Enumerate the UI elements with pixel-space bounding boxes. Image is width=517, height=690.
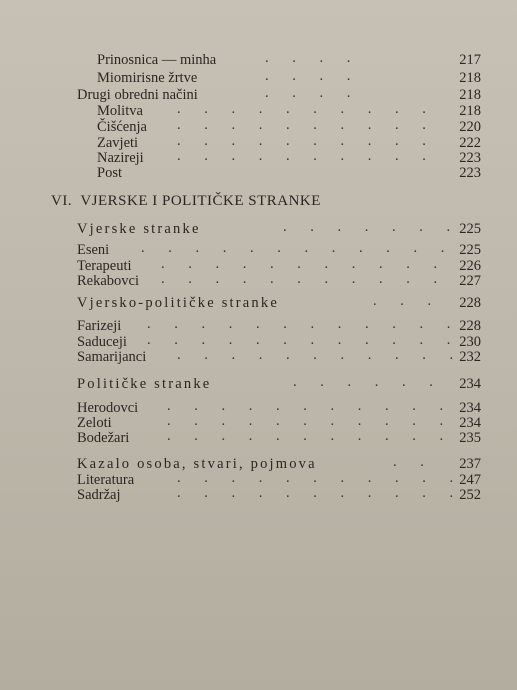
toc-entry-page: 223 xyxy=(459,165,481,181)
leader-dots: . . . xyxy=(373,293,442,309)
toc-entry-title: Sadržaj xyxy=(77,487,121,503)
toc-entry-page: 218 xyxy=(459,70,481,86)
leader-dots: . . . . . . . . . . . xyxy=(161,256,448,272)
toc-entry-title: Čišćenja xyxy=(97,119,147,135)
leader-dots: . . xyxy=(393,454,434,470)
leader-dots: . . . . . . . . . . xyxy=(177,117,436,133)
leader-dots: . . . . . . . . . . . xyxy=(167,413,454,429)
toc-entry-page: 218 xyxy=(459,103,481,119)
toc-entry-page: 220 xyxy=(459,119,481,135)
toc-entry-page: 222 xyxy=(459,135,481,151)
toc-subsection-title: Vjerske stranke xyxy=(77,221,201,237)
toc-entry-title: Herodovci xyxy=(77,400,139,416)
leader-dots: . . . . . . . . . . . xyxy=(161,271,448,287)
toc-entry-title: Miomirisne žrtve xyxy=(97,70,198,86)
toc-entry-page: 230 xyxy=(459,334,481,350)
toc-entry-title: Prinosnica — minha xyxy=(97,52,217,68)
toc-entry xyxy=(77,348,497,366)
toc-entry-title: Rekabovci xyxy=(77,273,140,289)
toc-entry-page: 225 xyxy=(459,242,481,258)
toc-entry-title: Literatura xyxy=(77,472,135,488)
toc-entry-page: 228 xyxy=(459,318,481,334)
toc-entry-title: Bodežari xyxy=(77,430,130,446)
leader-dots: . . . . . . xyxy=(293,374,443,390)
leader-dots: . . . . . . . . . . . xyxy=(177,347,464,363)
toc-entry-page: 247 xyxy=(459,472,481,488)
leader-dots: . . . . . . . . . . . . xyxy=(141,240,455,256)
toc-entry xyxy=(77,429,497,447)
toc-index-title: Kazalo osoba, stvari, pojmova xyxy=(77,456,317,472)
leader-dots: . . . . . . . . . . xyxy=(177,133,436,149)
toc-entry-title: Molitva xyxy=(97,103,143,119)
toc-entry-title: Zavjeti xyxy=(97,135,139,151)
toc-entry-page: 232 xyxy=(459,349,481,365)
toc-subsection xyxy=(77,375,497,393)
toc-entry xyxy=(77,486,497,504)
toc-entry-title: Saduceji xyxy=(77,334,127,350)
leader-dots: . . . . . . . . . . . . xyxy=(147,332,461,348)
leader-dots: . . . . . . . xyxy=(283,219,461,235)
toc-subsection-title: Političke stranke xyxy=(77,376,212,392)
toc-entry-title: Zeloti xyxy=(77,415,112,431)
toc-entry-page: 226 xyxy=(459,258,481,274)
toc-entry-page: 217 xyxy=(459,52,481,68)
toc-entry-page: 235 xyxy=(459,430,481,446)
toc-subsection-title: Vjersko-političke stranke xyxy=(77,295,279,311)
toc-entry-page: 252 xyxy=(459,487,481,503)
toc-entry-page: 234 xyxy=(459,415,481,431)
toc-entry-title: Eseni xyxy=(77,242,110,258)
toc-entry-title: Drugi obredni načini xyxy=(77,87,198,103)
leader-dots: . . . . . . . . . . . xyxy=(177,470,464,486)
section-title: VJERSKE I POLITIČKE STRANKE xyxy=(80,193,321,209)
toc-entry xyxy=(97,164,497,182)
toc-entry-page: 234 xyxy=(459,400,481,416)
leader-dots: . . . . . . . . . . . xyxy=(167,428,454,444)
toc-entry-page: 218 xyxy=(459,87,481,103)
toc-subsection xyxy=(77,294,497,312)
leader-dots: . . . . . . . . . . . . xyxy=(147,316,461,332)
toc-index-page: 237 xyxy=(459,456,481,472)
section-heading xyxy=(51,191,321,211)
section-number: VI. xyxy=(51,193,73,209)
toc-entry-title: Nazireji xyxy=(97,150,144,166)
leader-dots: . . . . . . . . . . . xyxy=(177,485,464,501)
toc-subsection xyxy=(77,220,497,238)
leader-dots: . . . . xyxy=(265,50,361,66)
toc-entry-title: Terapeuti xyxy=(77,258,132,274)
leader-dots: . . . . . . . . . . xyxy=(177,148,436,164)
leader-dots: . . . . xyxy=(265,85,361,101)
toc-entry-title: Samarijanci xyxy=(77,349,147,365)
toc-subsection-page: 228 xyxy=(459,295,481,311)
toc-subsection-page: 234 xyxy=(459,376,481,392)
leader-dots: . . . . . . . . . . . xyxy=(167,398,454,414)
toc-entry-page: 227 xyxy=(459,273,481,289)
leader-dots: . . . . xyxy=(265,68,361,84)
toc-entry-title: Farizeji xyxy=(77,318,122,334)
toc-entry-title: Post xyxy=(97,165,122,181)
toc-entry xyxy=(77,272,497,290)
toc-subsection-page: 225 xyxy=(459,221,481,237)
toc-entry-page: 223 xyxy=(459,150,481,166)
leader-dots: . . . . . . . . . . xyxy=(177,101,436,117)
